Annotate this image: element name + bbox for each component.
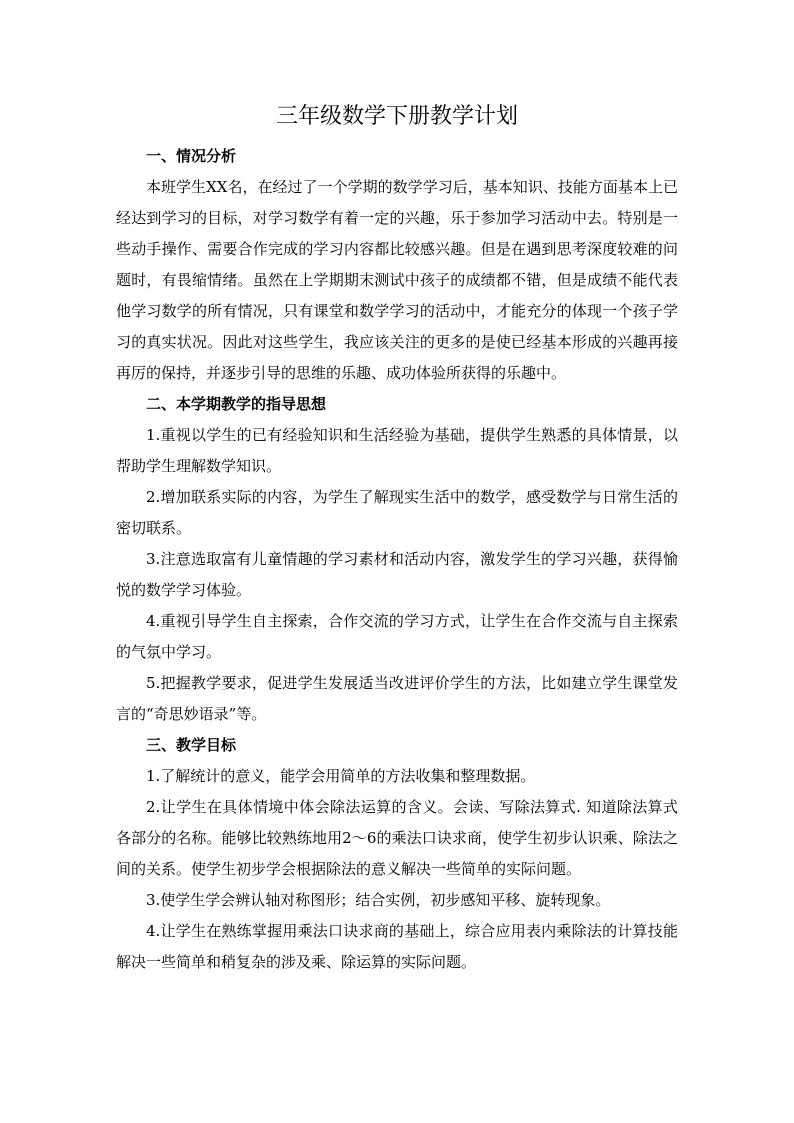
paragraph: 3.注意选取富有儿童情趣的学习素材和活动内容，激发学生的学习兴趣，获得愉悦的数学学习体验。 — [116, 550, 678, 599]
section-heading: 二、本学期教学的指导思想 — [146, 395, 327, 413]
paragraph: 2.增加联系实际的内容，为学生了解现实生活中的数学，感受数学与日常生活的密切联系。 — [116, 488, 678, 537]
section-situation-analysis — [116, 141, 678, 389]
paragraph: 3.使学生学会辨认轴对称图形；结合实例，初步感知平移、旋转现象。 — [146, 891, 611, 909]
section-teaching-goals — [116, 730, 678, 978]
document-body — [116, 141, 678, 978]
paragraph: 4.重视引导学生自主探索，合作交流的学习方式，让学生在合作交流与自主探索的气氛中学习。 — [116, 612, 678, 661]
section-heading: 三、教学目标 — [146, 736, 237, 754]
paragraph: 本班学生XX名，在经过了一个学期的数学学习后，基本知识、技能方面基本上已经达到学习的目标，对学习数学有着一定的兴趣，乐于参加学习活动中去。特别是一些动手操作、需要合作完成的学习内容都比较感兴趣。但是在遇到思考深度较难的问题时，有畏缩情绪。虽然在上学期期末测试中孩子的成绩都不错，但是成绩不能代表他学习数学的所有情况，只有课堂和数学学习的活动中，才能充分的体现一个孩子学习的真实状况。因此对这些学生，我应该关注的更多的是使已经基本形成的兴趣再接再厉的保持，并逐步引导的思维的乐趣、成功体验所获得的乐趣中。 — [116, 178, 678, 382]
paragraph: 4.让学生在熟练掌握用乘法口诀求商的基础上，综合应用表内乘除法的计算技能解决一些简单和稍复杂的涉及乘、除运算的实际问题。 — [116, 922, 678, 971]
paragraph: 1.重视以学生的已有经验知识和生活经验为基础，提供学生熟悉的具体情景，以帮助学生理解数学知识。 — [116, 426, 678, 475]
section-heading: 一、情况分析 — [146, 147, 237, 165]
paragraph: 5.把握教学要求，促进学生发展适当改进评价学生的方法，比如建立学生课堂发言的“奇思妙语录”等。 — [116, 674, 678, 723]
paragraph: 2.让学生在具体情境中体会除法运算的含义。会读、写除法算式. 知道除法算式各部分的名称。能够比较熟练地用2～6的乘法口诀求商，使学生初步认识乘、除法之间的关系。使学生初步学会根据除法的意义解决一些简单的实际问题。 — [116, 798, 678, 878]
paragraph: 1.了解统计的意义，能学会用简单的方法收集和整理数据。 — [146, 767, 536, 785]
document-title: 三年级数学下册教学计划 — [275, 104, 518, 129]
section-guiding-ideas — [116, 389, 678, 730]
